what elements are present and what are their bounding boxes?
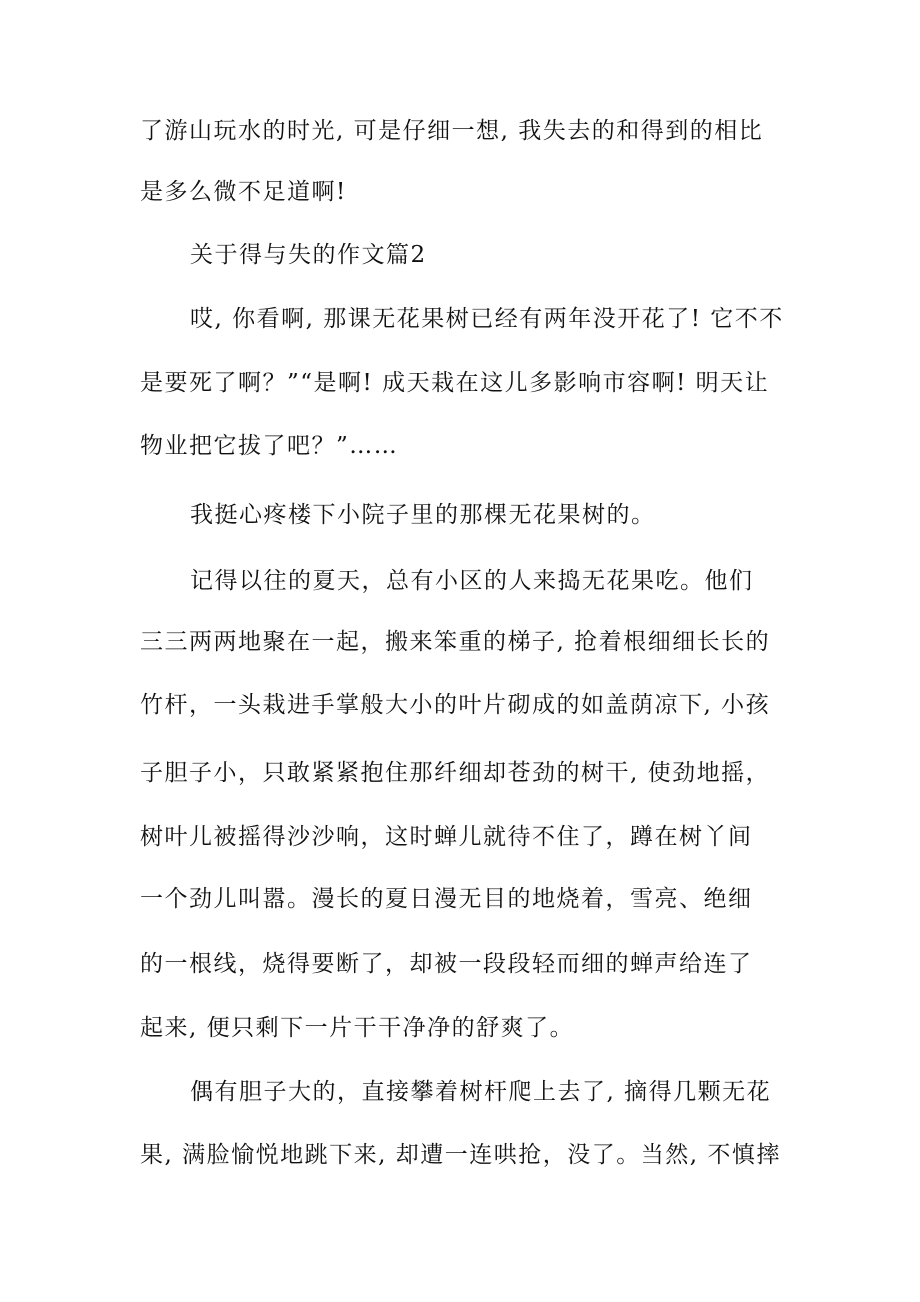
text-line: 是要死了啊？”“是啊! 成天栽在这儿多影响市容啊! 明天让 [140,370,770,396]
text-line: 果, 满脸愉悦地跳下来, 却遭一连哄抢，没了。当然, 不慎摔 [140,1142,781,1168]
text-line: 了游山玩水的时光, 可是仔细一想, 我失去的和得到的相比 [140,118,764,144]
text-line: 物业把它拔了吧？”…… [140,433,399,459]
section-heading: 关于得与失的作文篇2 [190,242,427,268]
paragraph-start: 哎, 你看啊, 那课无花果树已经有两年没开花了! 它不不 [190,306,784,332]
text-line: 子胆子小，只敢紧紧抱住那纤细却苍劲的树干, 使劲地摇， [140,760,771,786]
text-line: 树叶儿被摇得沙沙响，这时蝉儿就待不住了，蹲在树丫间 [140,824,753,850]
text-line: 一个劲儿叫嚣。漫长的夏日漫无目的地烧着，雪亮、绝细 [140,886,753,912]
paragraph-start: 记得以往的夏天，总有小区的人来捣无花果吃。他们 [190,568,754,594]
paragraph-start: 我挺心疼楼下小院子里的那棵无花果树的。 [190,502,656,528]
text-line: 的一根线，烧得要断了，却被一段段轻而细的蝉声给连了 [140,951,753,977]
paragraph-start: 偶有胆子大的，直接攀着树杆爬上去了, 摘得几颗无花 [190,1079,772,1105]
text-line: 竹杆，一头栽进手掌般大小的叶片砌成的如盖荫凉下, 小孩 [140,692,771,718]
text-line: 是多么微不足道啊! [140,179,347,205]
text-line: 三三两两地聚在一起，搬来笨重的梯子, 抢着根细细长长的 [140,629,771,655]
text-line: 起来, 便只剩下一片干干净净的舒爽了。 [140,1015,575,1041]
